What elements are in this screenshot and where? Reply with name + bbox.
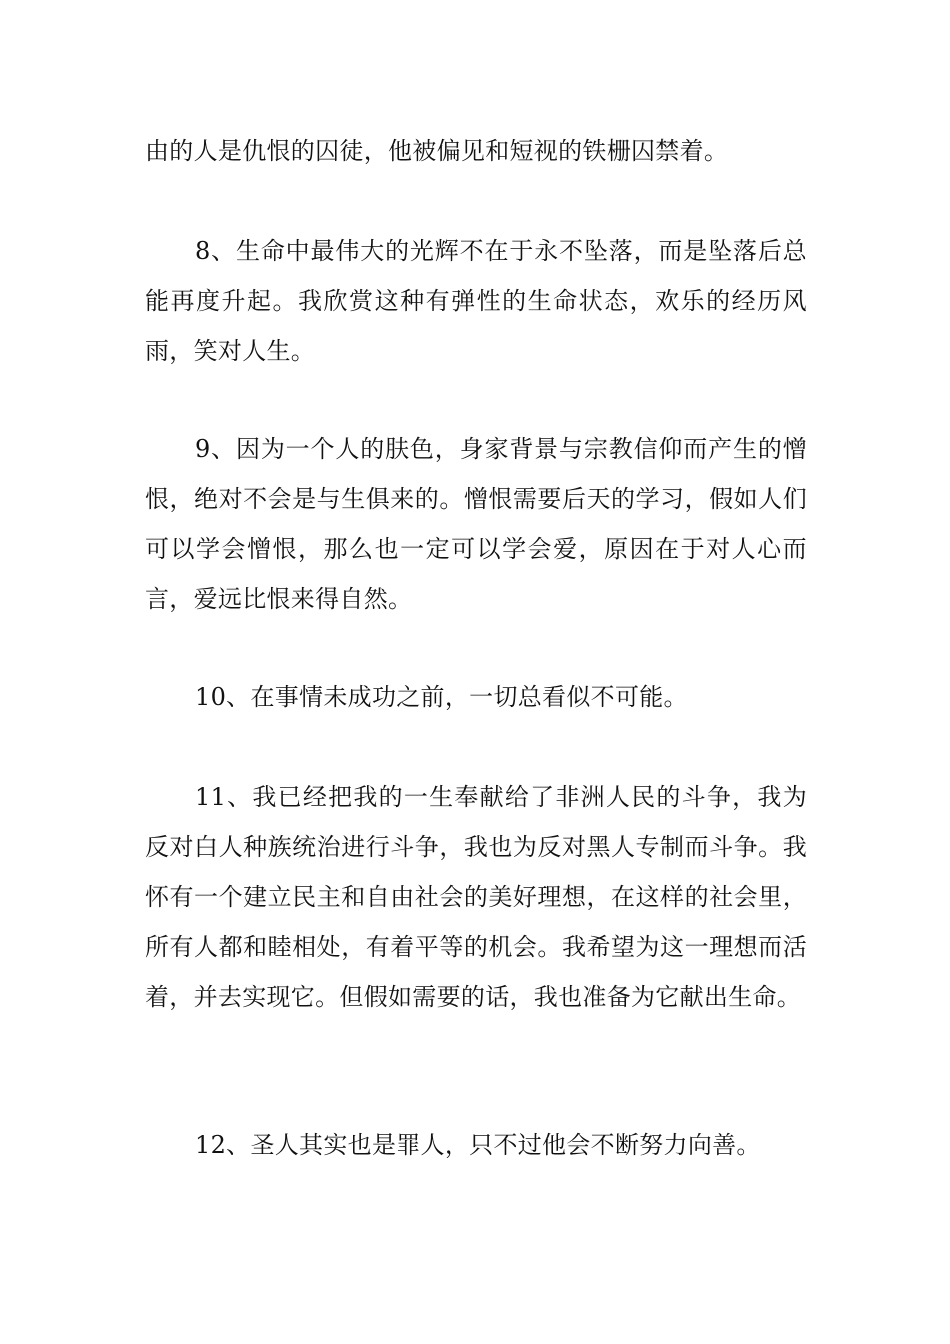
paragraph-continued: 由的人是仇恨的囚徒，他被偏见和短视的铁栅囚禁着。 [145,137,729,165]
paragraph-quote-11: 11、我已经把我的一生奉献给了非洲人民的斗争，我为反对白人种族统治进行斗争，我也为反对黑人专制而斗争。我怀有一个建立民主和自由社会的美好理想，在这样的社会里，所有人都和睦相处，有着平等的机会。我希望为这一理想而活着，并去实现它。但假如需要的话，我也准备为它献出生命。 [145,783,807,1011]
paragraph-quote-8: 8、生命中最伟大的光辉不在于永不坠落，而是坠落后总能再度升起。我欣赏这种有弹性的生命状态，欢乐的经历风雨，笑对人生。 [145,237,807,365]
paragraph-quote-10: 10、在事情未成功之前，一切总看似不可能。 [195,683,688,711]
paragraph-quote-9: 9、因为一个人的肤色，身家背景与宗教信仰而产生的憎恨，绝对不会是与生俱来的。憎恨需要后天的学习，假如人们可以学会憎恨，那么也一定可以学会爱，原因在于对人心而言，爱远比恨来得自然。 [145,435,807,613]
paragraph-quote-12: 12、圣人其实也是罪人，只不过他会不断努力向善。 [195,1131,761,1159]
